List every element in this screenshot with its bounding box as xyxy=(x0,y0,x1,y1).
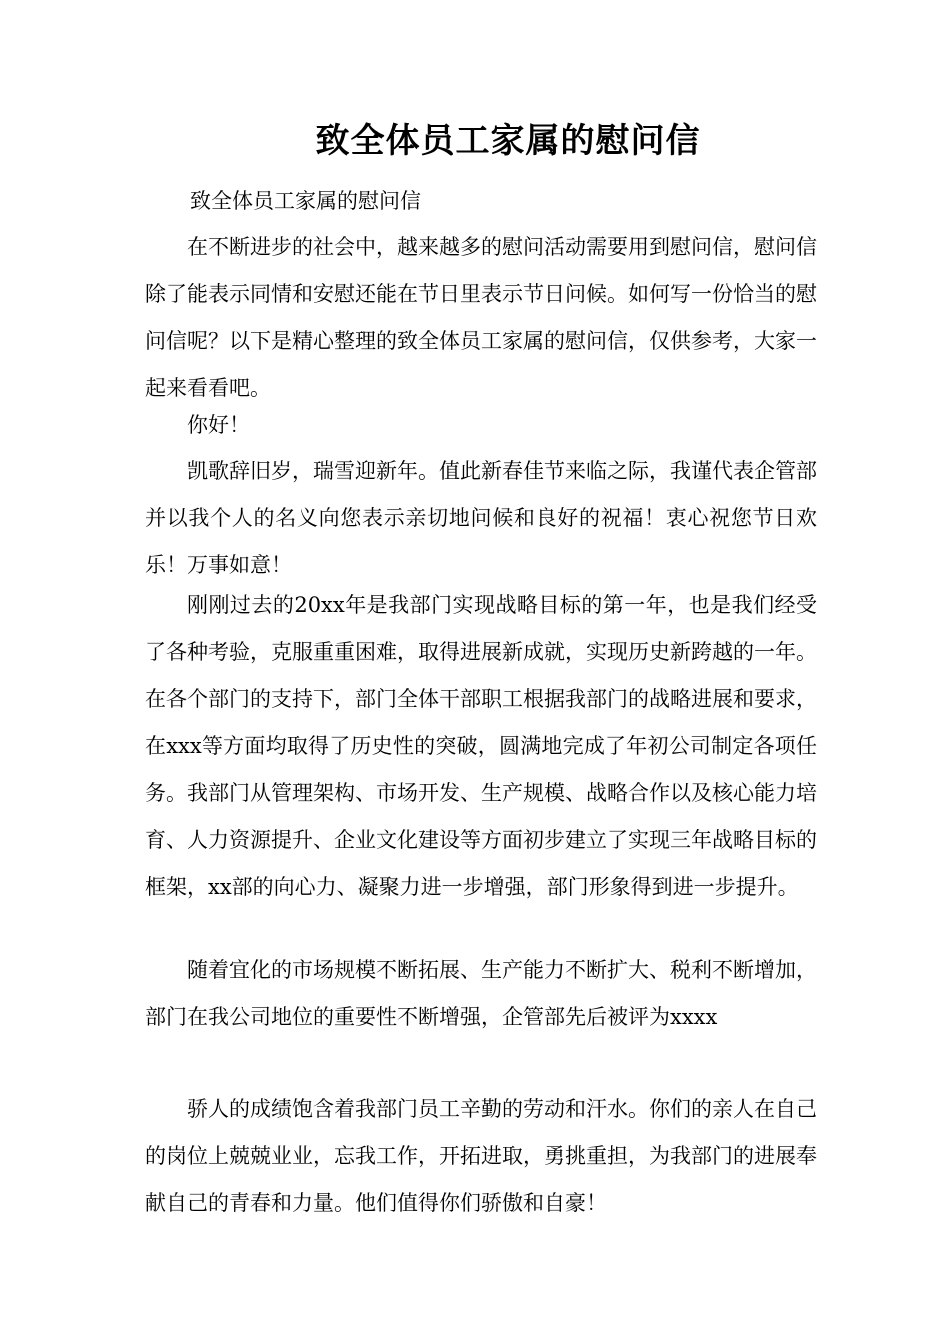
paragraph-achievements: 刚刚过去的20xx年是我部门实现战略目标的第一年，也是我们经受了各种考验，克服重重困难，取得进展新成就，实现历史新跨越的一年。在各个部门的支持下，部门全体干部职工根据我部门的战略进展和要求，在xxx等方面均取得了历史性的突破，圆满地完成了年初公司制定各项任务。我部门从管理架构、市场开发、生产规模、战略合作以及核心能力培育、人力资源提升、企业文化建设等方面初步建立了实现三年战略目标的框架，xx部的向心力、凝聚力进一步增强，部门形象得到进一步提升。 xyxy=(145,593,817,899)
paragraph-market-growth: 随着宜化的市场规模不断拓展、生产能力不断扩大、税利不断增加，部门在我公司地位的重要性不断增强，企管部先后被评为xxxx xyxy=(145,958,817,1029)
paragraph-greeting: 你好！ xyxy=(187,413,250,437)
paragraph-new-year-wishes: 凯歌辞旧岁，瑞雪迎新年。值此新春佳节来临之际，我谨代表企管部并以我个人的名义向您表示亲切地问候和良好的祝福！衷心祝您节日欢乐！万事如意！ xyxy=(145,459,817,577)
document-title: 致全体员工家属的慰问信 xyxy=(315,121,701,161)
paragraph-intro: 在不断进步的社会中，越来越多的慰问活动需要用到慰问信，慰问信除了能表示同情和安慰还能在节日里表示节日问候。如何写一份恰当的慰问信呢？以下是精心整理的致全体员工家属的慰问信，仅供参考，大家一起来看看吧。 xyxy=(145,235,817,400)
paragraph-gratitude: 骄人的成绩饱含着我部门员工辛勤的劳动和汗水。你们的亲人在自己的岗位上兢兢业业，忘我工作，开拓进取，勇挑重担，为我部门的进展奉献自己的青春和力量。他们值得你们骄傲和自豪！ xyxy=(145,1097,817,1215)
document-subtitle: 致全体员工家属的慰问信 xyxy=(190,189,421,213)
